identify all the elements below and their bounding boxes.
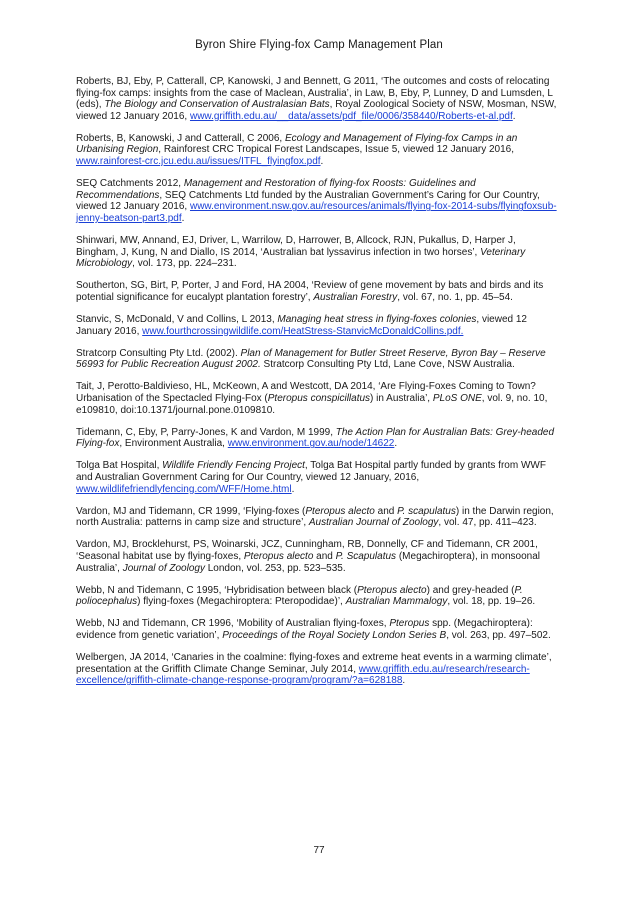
reference-text: ) flying-foxes (Megachiroptera: Pteropodidae)’,	[137, 596, 346, 608]
reference-italic-title: Managing heat stress in flying-foxes colonies	[277, 314, 477, 325]
reference-italic-title: Australian Mammalogy	[345, 596, 448, 608]
reference-entry	[76, 652, 558, 687]
reference-text: (Megachiroptera), in monsoonal Australia’,	[76, 550, 541, 574]
reference-text: , Royal Zoological Society of NSW, Mosman, NSW, viewed 12 January 2016,	[76, 99, 557, 122]
reference-text: , vol. 67, no. 1, pp. 45–54.	[397, 291, 513, 303]
reference-entry	[76, 314, 558, 337]
reference-link[interactable]: www.griffith.edu.au/__data/assets/pdf_file/0006/358440/Roberts-et-al.pdf	[189, 110, 513, 122]
reference-italic-title: Ecology and Management of Flying-fox Camps in an Urbanising Region	[76, 132, 518, 156]
reference-text: Webb, NJ and Tidemann, CR 1996, ‘Mobility of Australian flying-foxes,	[76, 618, 390, 630]
reference-text: ) in the Darwin region, north Australia: patterns in camp size and structure’,	[76, 505, 554, 529]
reference-text: and	[313, 550, 336, 562]
reference-italic-title: Plan of Management for Butler Street Reserve, Byron Bay – Reserve 56993 for Public Recreation August 2002.	[76, 347, 546, 371]
page-number: 77	[313, 845, 325, 856]
reference-text: Webb, N and Tidemann, C 1995, ‘Hybridisation between black (	[76, 584, 358, 596]
reference-list	[76, 76, 558, 697]
reference-text: .	[512, 110, 516, 122]
reference-italic-title: Australian Forestry	[313, 291, 398, 303]
reference-text: spp. (Megachiroptera): evidence from genetic variation’,	[76, 618, 533, 641]
reference-text: Southerton, SG, Birt, P, Porter, J and Ford, HA 2004, ‘Review of gene movement by bats and birds and its potential significance for eucalypt plantation forestry’,	[76, 280, 544, 303]
reference-italic-title: Wildlife Friendly Fencing Project	[162, 460, 305, 472]
reference-text: Tolga Bat Hospital,	[76, 460, 163, 472]
reference-entry	[76, 76, 558, 122]
reference-text: Tait, J, Perotto-Baldivieso, HL, McKeown, A and Westcott, DA 2014, ‘Are Flying-Foxes Coming to Town? Urbanisation of the Spectacled Flying-Fox (	[76, 381, 536, 404]
reference-text: , vol. 263, pp. 497–502.	[446, 629, 551, 641]
reference-text: .	[320, 156, 324, 168]
reference-italic-title: P. Scapulatus	[335, 550, 397, 562]
reference-text: ) in Australia’,	[370, 392, 433, 404]
reference-link[interactable]: www.rainforest-crc.jcu.edu.au/issues/ITFL_flyingfox.pdf	[76, 156, 321, 168]
reference-text: , vol. 47, pp. 411–423.	[438, 517, 537, 529]
reference-entry	[76, 178, 558, 224]
reference-italic-title: P. scapulatus	[397, 505, 456, 517]
reference-entry	[76, 585, 558, 608]
reference-text: Stanvic, S, McDonald, V and Collins, L 2013,	[76, 314, 278, 325]
reference-text: .	[181, 212, 185, 224]
reference-text: Stratcorp Consulting Pty Ltd. (2002).	[76, 347, 241, 359]
reference-text: ) and grey-headed (	[426, 584, 515, 596]
reference-text: Tidemann, C, Eby, P, Parry-Jones, K and Vardon, M 1999,	[76, 426, 336, 438]
reference-text: Shinwari, MW, Annand, EJ, Driver, L, Warrilow, D, Harrower, B, Allcock, RJN, Pukallus, D, Harper J, Bingham, J, Kung, N and Diallo, IS 2014, ‘Australian bat lyssavirus infection in two horses’,	[76, 235, 516, 258]
reference-entry	[76, 539, 558, 574]
reference-text: Vardon, MJ, Brocklehurst, PS, Woinarski, JCZ, Cunningham, RB, Donnelly, CF and Tidemann, CR 2001, ‘Seasonal habitat use by flying-foxes,	[76, 539, 538, 562]
reference-italic-title: PLoS ONE	[432, 392, 482, 404]
reference-entry	[76, 280, 558, 303]
reference-text: , vol. 9, no. 10, e109810, doi:10.1371/journal.pone.0109810.	[76, 392, 548, 416]
reference-text: Stratcorp Consulting Pty Ltd, Lane Cove, NSW Australia.	[260, 359, 515, 371]
reference-link[interactable]: www.griffith.edu.au/research/research-excellence/griffith-climate-change-response-program/program/?a=628188	[76, 663, 530, 687]
reference-italic-title: Pteropus conspicillatus	[267, 392, 371, 404]
reference-text: , Tolga Bat Hospital partly funded by grants from WWF and Australian Government Caring for Our Country, viewed 12 January, 2016,	[76, 460, 546, 483]
reference-text: , Environment Australia,	[119, 438, 228, 450]
reference-italic-title: Management and Restoration of flying-fox Roosts: Guidelines and Recommendations	[76, 178, 476, 201]
reference-text: , vol. 18, pp. 19–26.	[447, 596, 536, 608]
reference-entry	[76, 133, 558, 168]
reference-text: , viewed 12 January 2016,	[76, 314, 527, 337]
reference-entry	[76, 381, 558, 416]
reference-text: Roberts, B, Kanowski, J and Catterall, C 2006,	[76, 132, 285, 144]
reference-link[interactable]: www.environment.gov.au/node/14622	[227, 438, 395, 450]
reference-italic-title: Proceedings of the Royal Society London Series B	[222, 629, 447, 641]
reference-entry	[76, 460, 558, 495]
reference-text: .	[402, 675, 406, 687]
reference-entry	[76, 348, 558, 371]
reference-link[interactable]: www.environment.nsw.gov.au/resources/animals/flying-fox-2014-subs/flyingfoxsub-jenny-beatson-part3.pdf	[76, 201, 557, 224]
reference-italic-title: Pteropus alecto	[357, 584, 427, 596]
reference-entry	[76, 235, 558, 270]
reference-text: .	[291, 483, 295, 495]
reference-text: Roberts, BJ, Eby, P, Catterall, CP, Kanowski, J and Bennett, G 2011, ‘The outcomes and costs of relocating flying-fox camps: insights from the case of Maclean, Australia’, in Law, B, Eby, P, Lunney, D and Lumsden, L (eds),	[76, 76, 553, 111]
reference-text: SEQ Catchments 2012,	[76, 178, 184, 190]
reference-italic-title: Pteropus alecto	[305, 505, 375, 517]
reference-italic-title: P. poliocephalus	[76, 584, 523, 608]
reference-entry	[76, 427, 558, 450]
reference-italic-title: Pteropus	[389, 618, 430, 630]
reference-text: Welbergen, JA 2014, ‘Canaries in the coalmine: flying-foxes and extreme heat events in a warming climate’, presentation at the Griffith Climate Change Seminar, July 2014,	[76, 651, 552, 675]
reference-italic-title: The Action Plan for Australian Bats: Grey-headed Flying-fox	[76, 426, 555, 450]
reference-link[interactable]: www.fourthcrossingwildlife.com/HeatStress-StanvicMcDonaldCollins.pdf.	[142, 325, 464, 337]
reference-italic-title: Pteropus alecto	[243, 550, 314, 562]
reference-text: London, vol. 253, pp. 523–535.	[204, 562, 346, 574]
reference-italic-title: Australian Journal of Zoology	[308, 517, 439, 529]
reference-entry	[76, 618, 558, 641]
reference-text: , Rainforest CRC Tropical Forest Landscapes, Issue 5, viewed 12 January 2016,	[158, 144, 515, 156]
reference-text: , vol. 173, pp. 224–231.	[132, 258, 237, 270]
reference-text: .	[394, 438, 398, 450]
reference-italic-title: Journal of Zoology	[122, 562, 205, 574]
reference-text: Vardon, MJ and Tidemann, CR 1999, ‘Flying-foxes (	[76, 505, 306, 517]
reference-italic-title: The Biology and Conservation of Australasian Bats	[104, 99, 330, 111]
reference-entry	[76, 506, 558, 529]
page-header: Byron Shire Flying-fox Camp Management Plan	[195, 39, 443, 51]
reference-text: and	[374, 505, 398, 517]
reference-link[interactable]: www.wildlifefriendlyfencing.com/WFF/Home.html	[76, 483, 292, 495]
reference-text: , SEQ Catchments Ltd funded by the Australian Government’s Caring for Our Country, viewed 12 January 2016,	[76, 189, 540, 213]
reference-italic-title: Veterinary Microbiology	[76, 246, 526, 270]
